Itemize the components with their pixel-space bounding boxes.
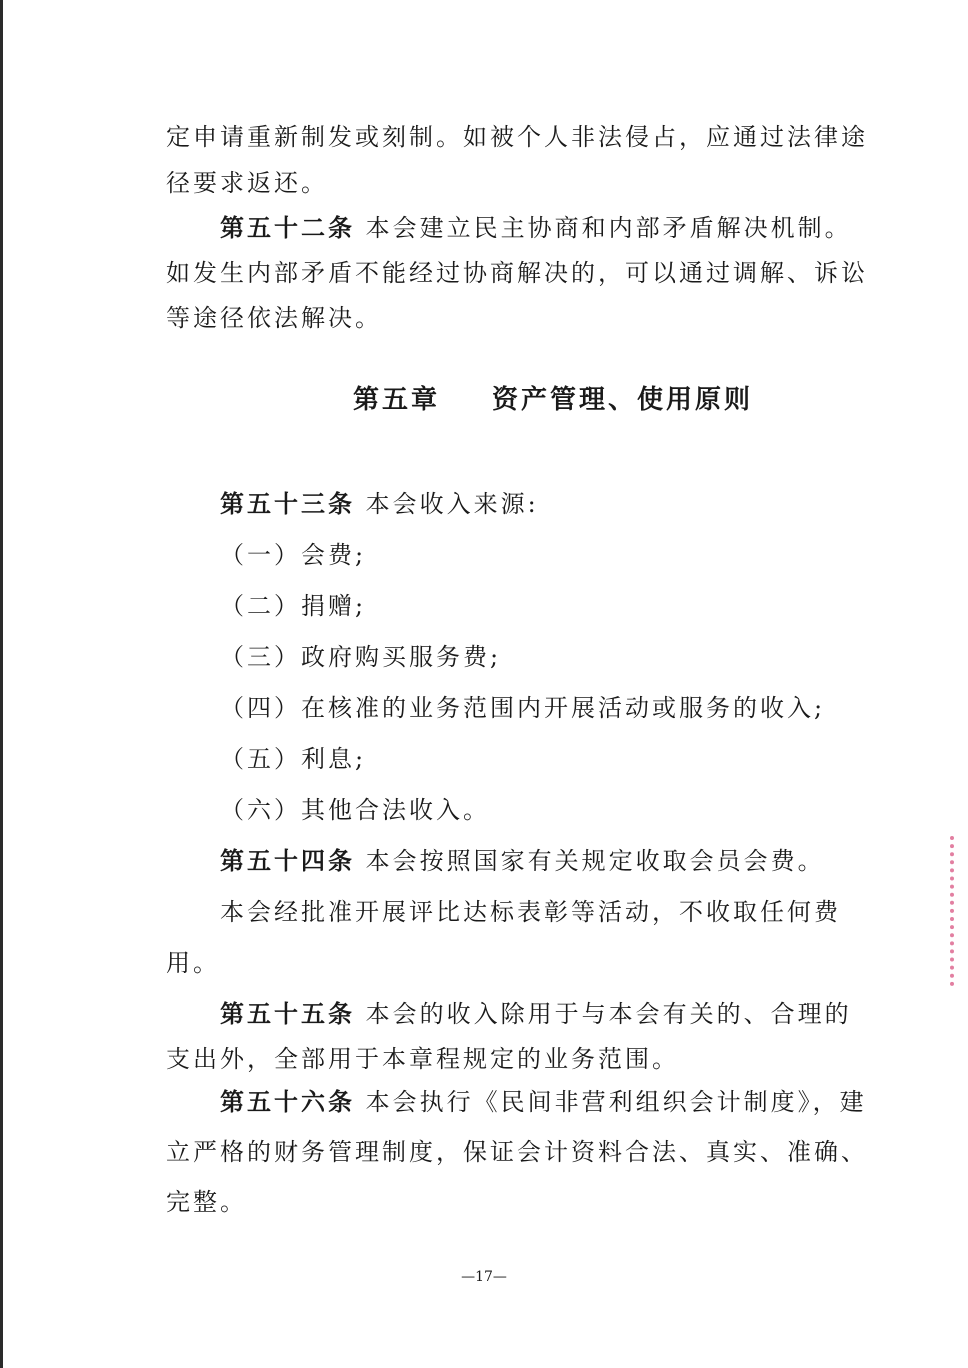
article-52 [220,212,852,244]
text-line: 如发生内部矛盾不能经过协商解决的，可以通过调解、诉讼 [166,259,868,287]
list-item: （四）在核准的业务范围内开展活动或服务的收入; [220,694,826,722]
list-item: （一）会费; [220,541,367,569]
chapter-title [353,383,753,417]
article-56-text: 本会执行《民间非营利组织会计制度》，建 [365,1088,867,1116]
text-line: 用。 [166,949,220,977]
chapter-number: 第五章 [353,385,441,415]
text-line: 支出外，全部用于本章程规定的业务范围。 [166,1045,679,1073]
seal-stamp-edge [950,836,968,986]
list-item: （五）利息; [220,745,367,773]
article-53-label: 第五十三条 [220,490,355,518]
text-line: 完整。 [166,1188,247,1216]
article-55-text: 本会的收入除用于与本会有关的、合理的 [365,1000,852,1028]
article-53 [220,488,539,520]
text-line: 径要求返还。 [166,169,328,197]
article-55-label: 第五十五条 [220,1000,355,1028]
article-56-label: 第五十六条 [220,1088,355,1116]
article-54-text: 本会按照国家有关规定收取会员会费。 [365,847,825,875]
list-item: （三）政府购买服务费; [220,643,502,671]
article-54-label: 第五十四条 [220,847,355,875]
article-52-label: 第五十二条 [220,214,355,242]
article-56 [220,1086,867,1118]
list-item: （二）捐赠; [220,592,367,620]
article-53-text: 本会收入来源: [365,490,539,518]
text-line: 立严格的财务管理制度，保证会计资料合法、真实、准确、 [166,1138,868,1166]
article-55 [220,998,852,1030]
list-item: （六）其他合法收入。 [220,796,490,824]
article-52-text: 本会建立民主协商和内部矛盾解决机制。 [365,214,852,242]
text-line: 等途径依法解决。 [166,304,382,332]
page-number: —17— [461,1269,507,1285]
text-line: 本会经批准开展评比达标表彰等活动，不收取任何费 [220,898,841,926]
article-54 [220,845,825,877]
text-line: 定申请重新制发或刻制。如被个人非法侵占，应通过法律途 [166,123,868,151]
chapter-name: 资产管理、使用原则 [492,385,754,415]
page-edge [0,0,3,1368]
